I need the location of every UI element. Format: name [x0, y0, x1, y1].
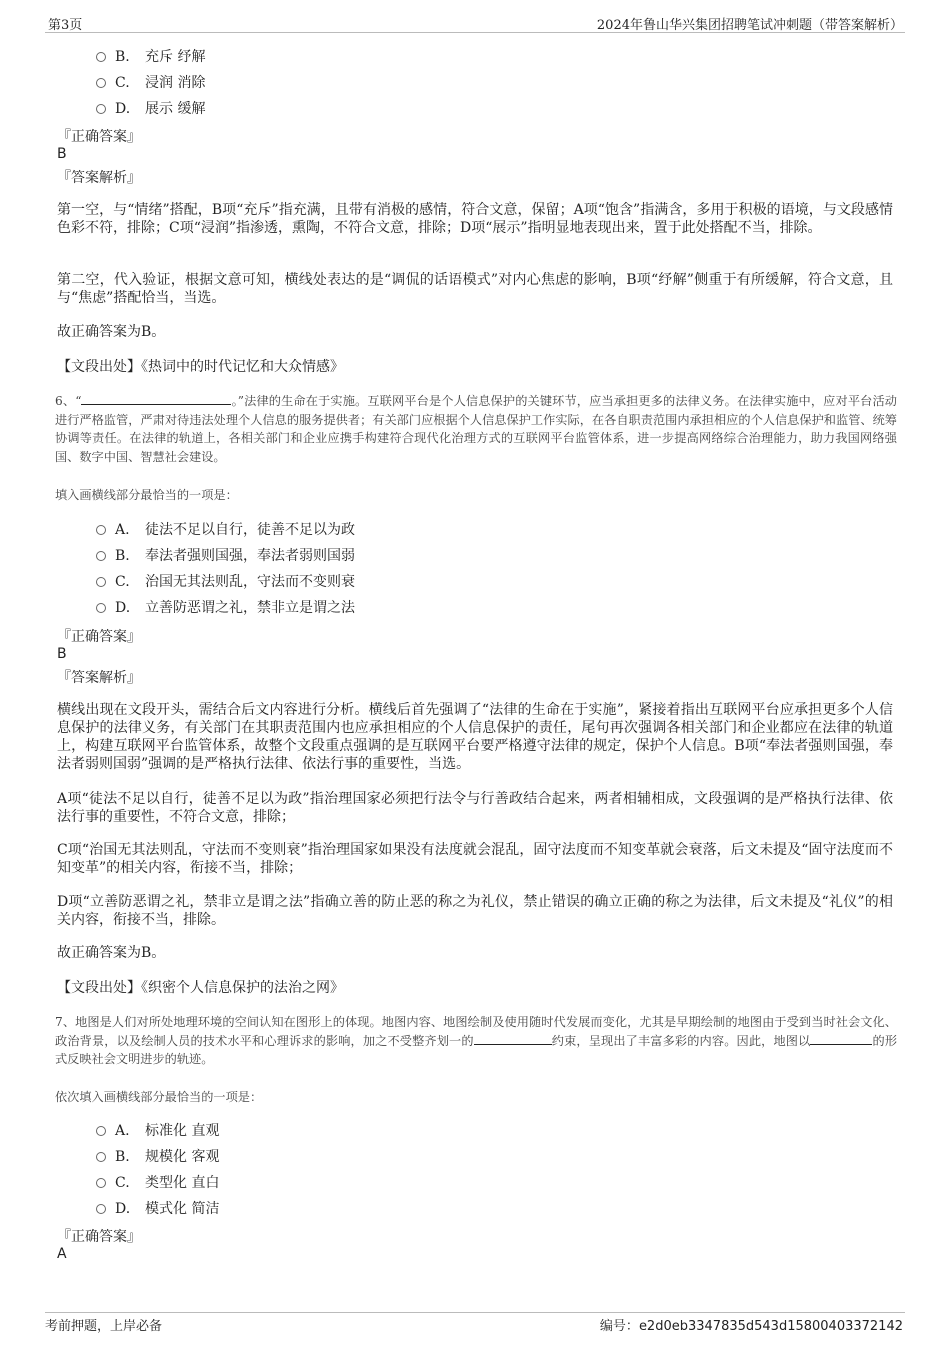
- radio-icon[interactable]: [96, 603, 106, 613]
- q6-analysis-para-4: D项“立善防恶谓之礼，禁非立是谓之法”指确立善的防止恶的称之为礼仪，禁止错误的确立正确的称之为法律，后文未提及“礼仪”的相关内容，衔接不当，排除。: [57, 894, 893, 928]
- q7-blank-1: [474, 1032, 552, 1045]
- q5-option-b[interactable]: B. 充斥 纾解: [96, 47, 205, 67]
- q7-option-a[interactable]: A. 标准化 直观: [96, 1121, 219, 1141]
- q6-analysis-para-3: C项“治国无其法则乱，守法而不变则衰”指治理国家如果没有法度就会混乱，固守法度而不知变革就会衰落，后文未提及“固守法度而不知变革”的相关内容，衔接不当，排除；: [57, 842, 893, 876]
- q6-blank: [81, 392, 231, 405]
- q7-option-b[interactable]: B. 规模化 客观: [96, 1147, 219, 1167]
- q5-analysis-para-2: 第二空，代入验证，根据文意可知，横线处表达的是“调侃的话语模式”对内心焦虑的影响，B项“纾解”侧重于有所缓解，符合文意，且与“焦虑”搭配恰当，当选。: [57, 272, 893, 306]
- q6-answer: B: [57, 646, 67, 662]
- q5-analysis-para-3: 故正确答案为B。: [57, 324, 166, 340]
- q6-option-b[interactable]: B. 奉法者强则国强，奉法者弱则国弱: [96, 546, 355, 566]
- q6-source: 【文段出处】《织密个人信息保护的法治之网》: [57, 980, 344, 996]
- radio-icon[interactable]: [96, 525, 106, 535]
- q7-option-c[interactable]: C. 类型化 直白: [96, 1173, 219, 1193]
- radio-icon[interactable]: [96, 551, 106, 561]
- page-footer: [45, 1312, 905, 1334]
- footer-slogan: 考前押题，上岸必备: [45, 1319, 163, 1334]
- q7-option-d[interactable]: D. 模式化 简洁: [96, 1199, 219, 1219]
- radio-icon[interactable]: [96, 1126, 106, 1136]
- q6-analysis-para-5: 故正确答案为B。: [57, 945, 166, 961]
- radio-icon[interactable]: [96, 1178, 106, 1188]
- q7-answer-label: 『正确答案』: [57, 1229, 141, 1245]
- q7-blank-2: [810, 1032, 872, 1045]
- q7-instruction: 依次填入画横线部分最恰当的一项是：: [55, 1090, 263, 1104]
- radio-icon[interactable]: [96, 1204, 106, 1214]
- q6-stem: 6、“ 。”法律的生命在于实施。互联网平台是个人信息保护的关键环节，应当承担更多的法律义务。在法律实施中，应对平台活动进行严格监管，严肃对待违法处理个人信息的服务提供者；有关部门应根据个人信息保护工作实际，在各自职责范围内承担相应的个人信息保护和监管、统筹协调等责任。在法律的轨道上，各相关部门和企业应携手构建符合现代化治理方式的互联网平台监管体系，进一步提高网络综合治理能力，助力我国网络强国、数字中国、智慧社会建设。: [55, 394, 897, 464]
- q5-option-d[interactable]: D. 展示 缓解: [96, 99, 205, 119]
- q5-answer-label: 『正确答案』: [57, 129, 141, 145]
- page-header: [45, 0, 905, 33]
- q6-analysis-para-2: A项“徒法不足以自行，徒善不足以为政”指治理国家必须把行法令与行善政结合起来，两者相辅相成，文段强调的是严格执行法律、依法行事的重要性，不符合文意，排除；: [57, 791, 893, 825]
- radio-icon[interactable]: [96, 1152, 106, 1162]
- footer-code: 编号：e2d0eb3347835d543d15800403372142: [599, 1319, 903, 1334]
- q6-option-a[interactable]: A. 徒法不足以自行，徒善不足以为政: [96, 520, 355, 540]
- page-number: 第3页: [48, 18, 83, 33]
- q7-stem: 7、地图是人们对所处地理环境的空间认知在图形上的体现。地图内容、地图绘制及使用随时代发展而变化，尤其是早期绘制的地图由于受到当时社会文化、政治背景，以及绘制人员的技术水平和心理诉求的影响，加之不受整齐划一的 约束，呈现出了丰富多彩的内容。因此，地图以 的形式反映社会文明进步的轨迹。: [55, 1015, 898, 1066]
- q5-answer: B: [57, 146, 67, 162]
- q5-analysis-para-1: 第一空，与“情绪”搭配，B项“充斥”指充满，且带有消极的感情，符合文意，保留；A项“饱含”指满含，多用于积极的语境，与文段感情色彩不符，排除；C项“浸润”指渗透，熏陶，不符合文意，排除；D项“展示”指明显地表现出来，置于此处搭配不当，排除。: [57, 202, 893, 236]
- q5-analysis-label: 『答案解析』: [57, 170, 141, 186]
- radio-icon[interactable]: [96, 52, 106, 62]
- q5-option-c[interactable]: C. 浸润 消除: [96, 73, 205, 93]
- q6-option-c[interactable]: C. 治国无其法则乱，守法而不变则衰: [96, 572, 355, 592]
- radio-icon[interactable]: [96, 104, 106, 114]
- document-title: 2024年鲁山华兴集团招聘笔试冲刺题（带答案解析）: [596, 18, 903, 33]
- q6-analysis-para-1: 横线出现在文段开头，需结合后文内容进行分析。横线后首先强调了“法律的生命在于实施”，紧接着指出互联网平台应承担更多个人信息保护的法律义务，有关部门在其职责范围内也应承担相应的个人信息保护的责任，尾句再次强调各相关部门和企业都应在法律的轨道上，构建互联网平台监管体系，故整个文段重点强调的是互联网平台要严格遵守法律的规定，保护个人信息。B项“奉法者强则国强，奉法者弱则国弱”强调的是严格执行法律、依法行事的重要性，当选。: [57, 702, 893, 772]
- radio-icon[interactable]: [96, 577, 106, 587]
- q7-answer: A: [57, 1246, 67, 1262]
- q6-instruction: 填入画横线部分最恰当的一项是：: [55, 488, 238, 502]
- radio-icon[interactable]: [96, 78, 106, 88]
- q6-option-d[interactable]: D. 立善防恶谓之礼，禁非立是谓之法: [96, 598, 355, 618]
- q5-source: 【文段出处】《热词中的时代记忆和大众情感》: [57, 359, 344, 375]
- q6-answer-label: 『正确答案』: [57, 629, 141, 645]
- q6-analysis-label: 『答案解析』: [57, 670, 141, 686]
